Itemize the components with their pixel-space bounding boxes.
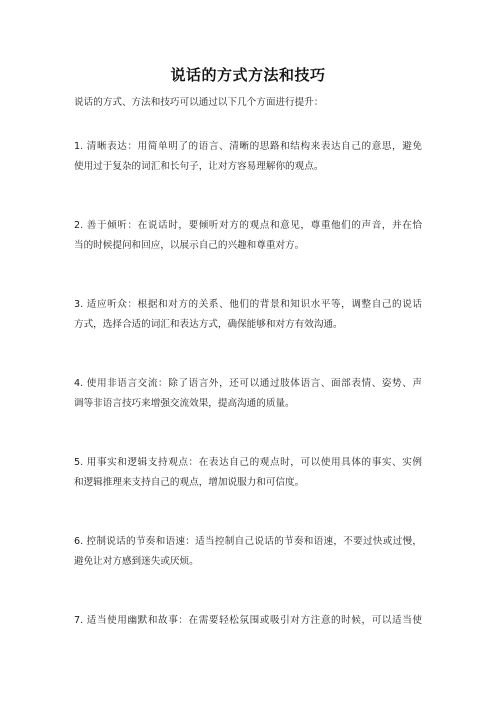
list-item-line: 调等非语言技巧来增强交流效果，提高沟通的质量。 [74,398,295,409]
list-item [74,532,422,572]
list-item-line: 7. 适当使用幽默和故事：在需要轻松氛围或吸引对方注意的时候，可以适当使 [74,615,422,626]
document-title: 说话的方式方法和技巧 [170,66,326,84]
list-item-line: 避免让对方感到迷失或厌烦。 [74,556,199,567]
list-item [74,295,422,335]
list-item [74,216,422,256]
list-item-line: 和逻辑推理来支持自己的观点，增加说服力和可信度。 [74,477,305,488]
list-item-line: 方式，选择合适的词汇和表达方式，确保能够和对方有效沟通。 [74,319,343,330]
list-item-line: 当的时候提问和回应，以展示自己的兴趣和尊重对方。 [74,240,305,251]
list-item [74,453,422,493]
list-item-line: 4. 使用非语言交流：除了语言外，还可以通过肢体语言、面部表情、姿势、声 [74,378,422,389]
list-item [74,611,422,631]
list-item-line: 2. 善于倾听：在说话时，要倾听对方的观点和意见，尊重他们的声音，并在恰 [74,220,422,231]
list-item-line: 使用过于复杂的词汇和长句子，让对方容易理解你的观点。 [74,161,324,172]
list-item-line: 6. 控制说话的节奏和语速：适当控制自己说话的节奏和语速，不要过快或过慢， [74,536,422,547]
list-item-line: 1. 清晰表达：用简单明了的语言、清晰的思路和结构来表达自己的意思，避免 [74,141,422,152]
list-item-line: 5. 用事实和逻辑支持观点：在表达自己的观点时，可以使用具体的事实、实例 [74,457,422,468]
list-item [74,374,422,414]
list-item [74,137,422,177]
list-item-line: 3. 适应听众：根据和对方的关系、他们的背景和知识水平等，调整自己的说话 [74,299,422,310]
intro-paragraph: 说话的方式、方法和技巧可以通过以下几个方面进行提升： [74,97,324,108]
